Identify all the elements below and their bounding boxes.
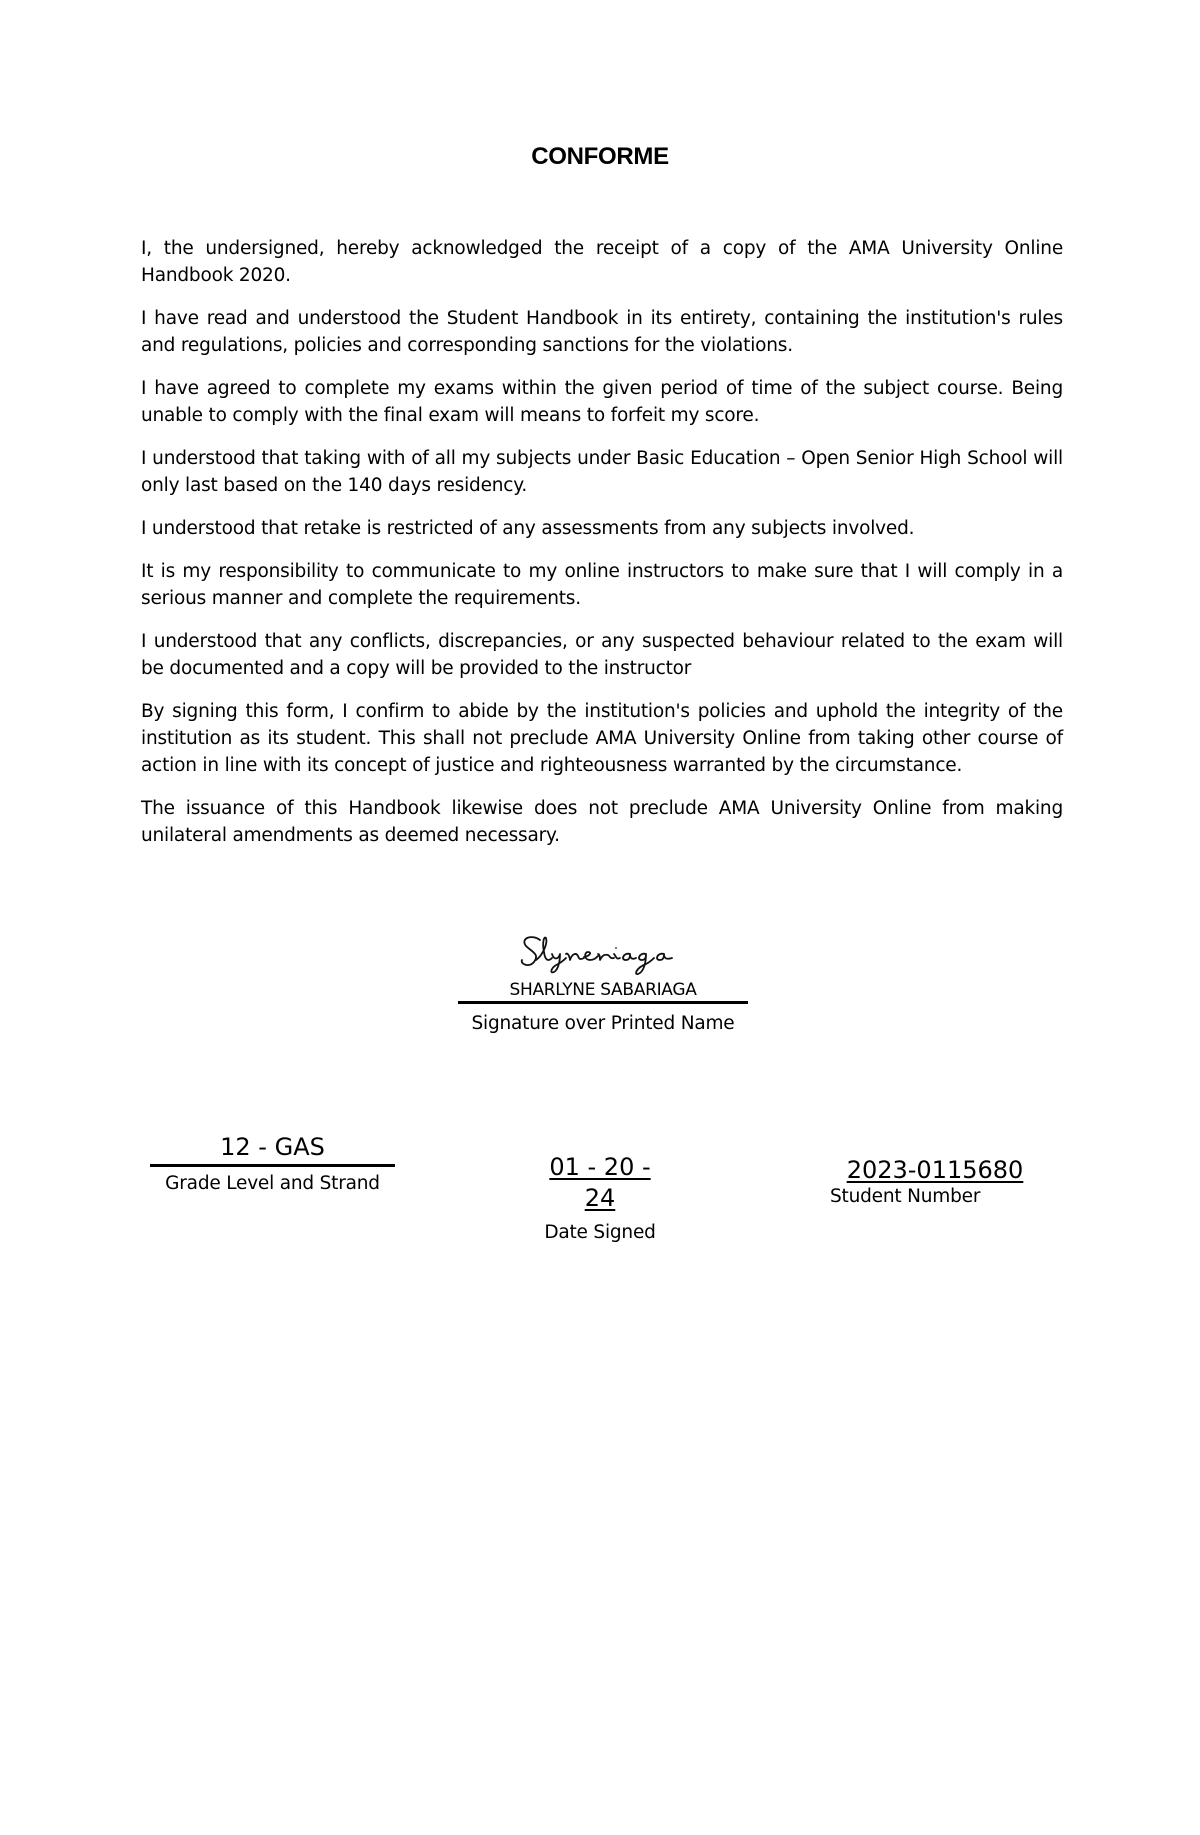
paragraph-3: I have agreed to complete my exams within the given period of time of the subject course. Being unable to comply with the final exam will means to forfeit my score. (141, 378, 1063, 426)
paragraph-2: I have read and understood the Student Handbook in its entirety, containing the institution's rules and regulations, policies and corresponding sanctions for the violations. (141, 308, 1063, 356)
paragraph-5: I understood that retake is restricted of any assessments from any subjects involved. (141, 518, 915, 539)
document-body (141, 235, 1063, 865)
date-signed-value-line1: 01 - 20 - (549, 1153, 651, 1181)
signature-line (458, 1001, 748, 1004)
date-signed-field (520, 1152, 680, 1243)
student-number-field (820, 1155, 1050, 1207)
paragraph-4: I understood that taking with of all my subjects under Basic Education – Open Senior High School will only last based on the 140 days residency. (141, 448, 1063, 496)
signature-caption: Signature over Printed Name (471, 1013, 735, 1034)
paragraph-9: The issuance of this Handbook likewise does not preclude AMA University Online from making unilateral amendments as deemed necessary. (141, 798, 1063, 846)
date-signed-value-line2: 24 (584, 1184, 616, 1212)
student-number-label: Student Number (830, 1186, 981, 1207)
grade-level-value: 12 - GAS (150, 1130, 395, 1167)
printed-name: SHARLYNE SABARIAGA (509, 980, 697, 1000)
paragraph-6: It is my responsibility to communicate to my online instructors to make sure that I will comply in a serious manner and complete the requirements. (141, 561, 1063, 609)
paragraph-7: I understood that any conflicts, discrepancies, or any suspected behaviour related to the exam will be documented and a copy will be provided to the instructor (141, 631, 1063, 679)
paragraph-8: By signing this form, I confirm to abide by the institution's policies and uphold the integrity of the institution as its student. This shall not preclude AMA University Online from taking other course of action in line with its concept of justice and righteousness warranted by the circumstance. (141, 701, 1063, 776)
date-signed-label: Date Signed (544, 1222, 656, 1243)
grade-level-label: Grade Level and Strand (165, 1173, 380, 1194)
student-number-value: 2023-0115680 (846, 1156, 1024, 1184)
grade-level-field (150, 1130, 395, 1194)
paragraph-1: I, the undersigned, hereby acknowledged the receipt of a copy of the AMA University Online Handbook 2020. (141, 238, 1063, 286)
handwritten-signature (518, 930, 698, 978)
document-title: CONFORME (531, 143, 669, 170)
